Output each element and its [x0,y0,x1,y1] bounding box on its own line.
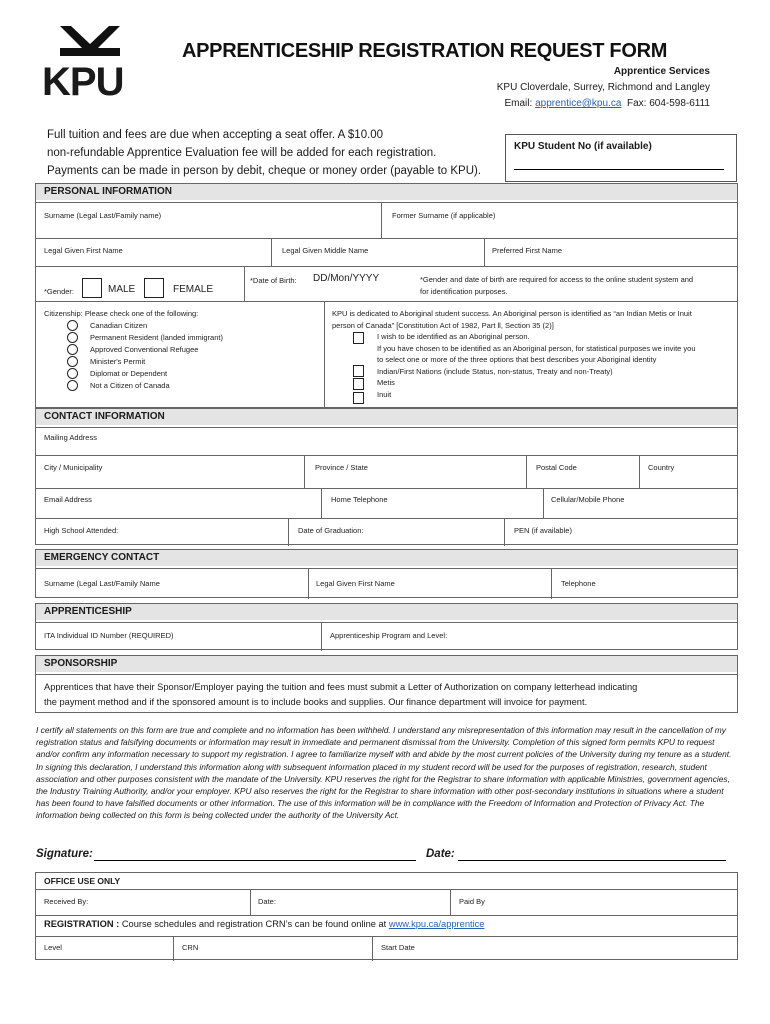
paid-by-field[interactable]: Paid By [459,897,485,906]
mailing-address-field[interactable]: Mailing Address [44,433,97,442]
date-label: Date: [426,848,455,860]
tuition-notice [47,126,497,180]
tuition-line-2: non-refundable Apprentice Evaluation fee will be added for each registration. [47,147,437,159]
aboriginal-option-metis: Metis [377,378,395,387]
citizenship-label: Citizenship: Please check one of the following: [44,309,199,318]
department-address [497,64,710,112]
logo-text: KPU [42,60,124,104]
first-nations-checkbox[interactable] [353,365,364,377]
personal-info-heading: PERSONAL INFORMATION [36,184,737,200]
office-date-field[interactable]: Date: [258,897,276,906]
email-label: Email: [504,98,533,109]
aboriginal-option-inuit: Inuit [377,389,392,399]
date-line[interactable] [458,860,726,861]
sponsorship-line-2: the payment method and if the sponsored amount is to include books and supplies. Our finance department will invoice for payment. [44,697,588,707]
sponsorship-line-1: Apprentices that have their Sponsor/Employer paying the tuition and fees must submit a Letter of Authorization on company letterhead indicating [44,682,638,692]
home-telephone-field[interactable]: Home Telephone [331,495,388,504]
inuit-checkbox[interactable] [353,392,364,404]
contact-line [497,96,710,112]
aboriginal-intro [332,308,732,331]
level-field[interactable]: Level [44,943,62,952]
form-title: APPRENTICESHIP REGISTRATION REQUEST FORM [182,40,668,62]
tuition-line-3: Payments can be made in person by debit, cheque or money order (payable to KPU). [47,165,482,177]
emergency-surname-field[interactable]: Surname (Legal Last/Family Name [44,579,160,588]
personal-info-section [35,183,738,408]
citizenship-option-1: Canadian Citizen [90,321,148,330]
aboriginal-line-3: If you have chosen to be identified as an Aboriginal person, for statistical purposes we invite you [377,343,696,353]
fax-number: Fax: 604-598-6111 [626,98,710,109]
aboriginal-line-4: to select one or more of the three options that best describes your Aboriginal identity [377,355,657,364]
emergency-telephone-field[interactable]: Telephone [561,579,596,588]
citizenship-radio-3[interactable] [67,344,78,355]
student-number-field[interactable] [514,169,724,170]
registration-note [44,919,484,929]
given-first-name-field[interactable]: Legal Given First Name [44,246,123,255]
citizenship-option-6: Not a Citizen of Canada [90,381,170,390]
received-by-field[interactable]: Received By: [44,897,89,906]
certification-statement: I certify all statements on this form are true and complete and no information has been withheld. I understand any misrepresentation of this information may result in the cancellation of my registration status and falsifying documents or information may result in immediate and permanent dismissal from the University. Completion of this signed form permits KPU to request and/or confirm any information necessary to support my registration. I agree to familiarize myself with and abide by the most current policies of the University during my tenure as a student. In signing this declaration, I understand this information along with subsequent information placed in my student record will be used for the purposes of registration, research, student association and other purposes consistent with the mandate of the University. KPU reserves the right for the Registrar to share information with applicable Ministries, government agencies, the Industry Training Authority, and/or your employer. KPU also reserves the right for the Registrar to share information with other post-secondary institutions in situations where a student has been found to have falsified documents or other information. The use of this information will be in compliance with the Freedom of Information and Protection of Privacy Act. The information being collected on this form is being collected under the authority of the University Act. [36,725,732,821]
sponsorship-text [44,680,734,710]
required-note [420,274,736,297]
surname-field[interactable]: Surname (Legal Last/Family name) [44,211,162,220]
cellular-phone-field[interactable]: Cellular/Mobile Phone [551,495,625,504]
signature-line[interactable] [94,860,416,861]
postal-code-field[interactable]: Postal Code [536,463,577,472]
emergency-contact-heading: EMERGENCY CONTACT [36,550,737,566]
pen-field[interactable]: PEN (if available) [514,526,572,535]
apprenticeship-program-field[interactable]: Apprenticeship Program and Level: [330,631,448,640]
gender-label: *Gender: [44,287,75,296]
ita-id-field[interactable]: ITA Individual ID Number (REQUIRED) [44,631,174,640]
city-field[interactable]: City / Municipality [44,463,103,472]
given-middle-name-field[interactable]: Legal Given Middle Name [282,246,369,255]
apprenticeship-heading: APPRENTICESHIP [36,604,737,620]
apprenticeship-section [35,603,738,650]
kpu-logo [40,26,132,106]
registration-text: Course schedules and registration CRN’s can be found online at [121,919,387,929]
student-number-label: KPU Student No (if available) [514,141,652,152]
sponsorship-section [35,655,738,713]
metis-checkbox[interactable] [353,378,364,390]
student-number-box [505,134,737,182]
citizenship-radio-5[interactable] [67,368,78,379]
email-link[interactable]: apprentice@kpu.ca [535,98,622,109]
aboriginal-details [377,331,747,400]
aboriginal-line-1: KPU is dedicated to Aboriginal student success. An Aboriginal person is identified as “an Indian Metis or Inuit [332,309,692,318]
province-field[interactable]: Province / State [315,463,368,472]
high-school-field[interactable]: High School Attended: [44,526,119,535]
department-name: Apprentice Services [613,66,710,77]
male-checkbox[interactable] [82,278,102,298]
office-use-heading: OFFICE USE ONLY [36,873,737,889]
dob-label: *Date of Birth: [250,276,297,285]
dob-field[interactable]: DD/Mon/YYYY [313,273,380,284]
required-note-line-1: *Gender and date of birth are required for access to the online student system and [420,275,694,284]
citizenship-option-4: Minister's Permit [90,357,146,366]
female-checkbox[interactable] [144,278,164,298]
crn-field[interactable]: CRN [182,943,199,952]
citizenship-radio-6[interactable] [67,380,78,391]
tuition-line-1: Full tuition and fees are due when accepting a seat offer. A $10.00 [47,129,384,141]
registration-link[interactable]: www.kpu.ca/apprentice [388,919,485,929]
citizenship-radio-4[interactable] [67,356,78,367]
citizenship-radio-1[interactable] [67,320,78,331]
citizenship-option-5: Diplomat or Dependent [90,369,168,378]
campus-list: KPU Cloverdale, Surrey, Richmond and Langley [496,82,710,93]
aboriginal-option-first-nations: Indian/First Nations (include Status, non-status, Treaty and non-Treaty) [377,366,613,376]
email-address-field[interactable]: Email Address [44,495,92,504]
registration-bold-label: REGISTRATION : [44,919,120,929]
required-note-line-2: for identification purposes. [420,286,508,296]
citizenship-option-3: Approved Conventional Refugee [90,345,199,354]
start-date-field[interactable]: Start Date [381,943,415,952]
emergency-contact-section [35,549,738,598]
male-label: MALE [108,284,136,295]
citizenship-option-2: Permanent Resident (landed immigrant) [90,333,223,342]
aboriginal-checkbox[interactable] [353,332,364,344]
office-use-section [35,872,738,960]
aboriginal-option-identify: I wish to be identified as an Aboriginal person. [377,332,530,341]
country-field[interactable]: Country [648,463,675,472]
aboriginal-line-2: person of Canada” [Constitution Act of 1982, Part ll, Section 35 (2)] [332,320,554,330]
female-label: FEMALE [173,284,214,295]
emergency-given-name-field[interactable]: Legal Given First Name [316,579,395,588]
contact-info-heading: CONTACT INFORMATION [36,409,737,425]
citizenship-radio-2[interactable] [67,332,78,343]
graduation-date-field[interactable]: Date of Graduation: [298,526,364,535]
preferred-first-name-field[interactable]: Preferred First Name [492,246,563,255]
signature-label: Signature: [36,848,93,860]
sponsorship-heading: SPONSORSHIP [36,656,737,672]
former-surname-field[interactable]: Former Surname (if applicable) [392,211,496,220]
contact-info-section [35,408,738,545]
